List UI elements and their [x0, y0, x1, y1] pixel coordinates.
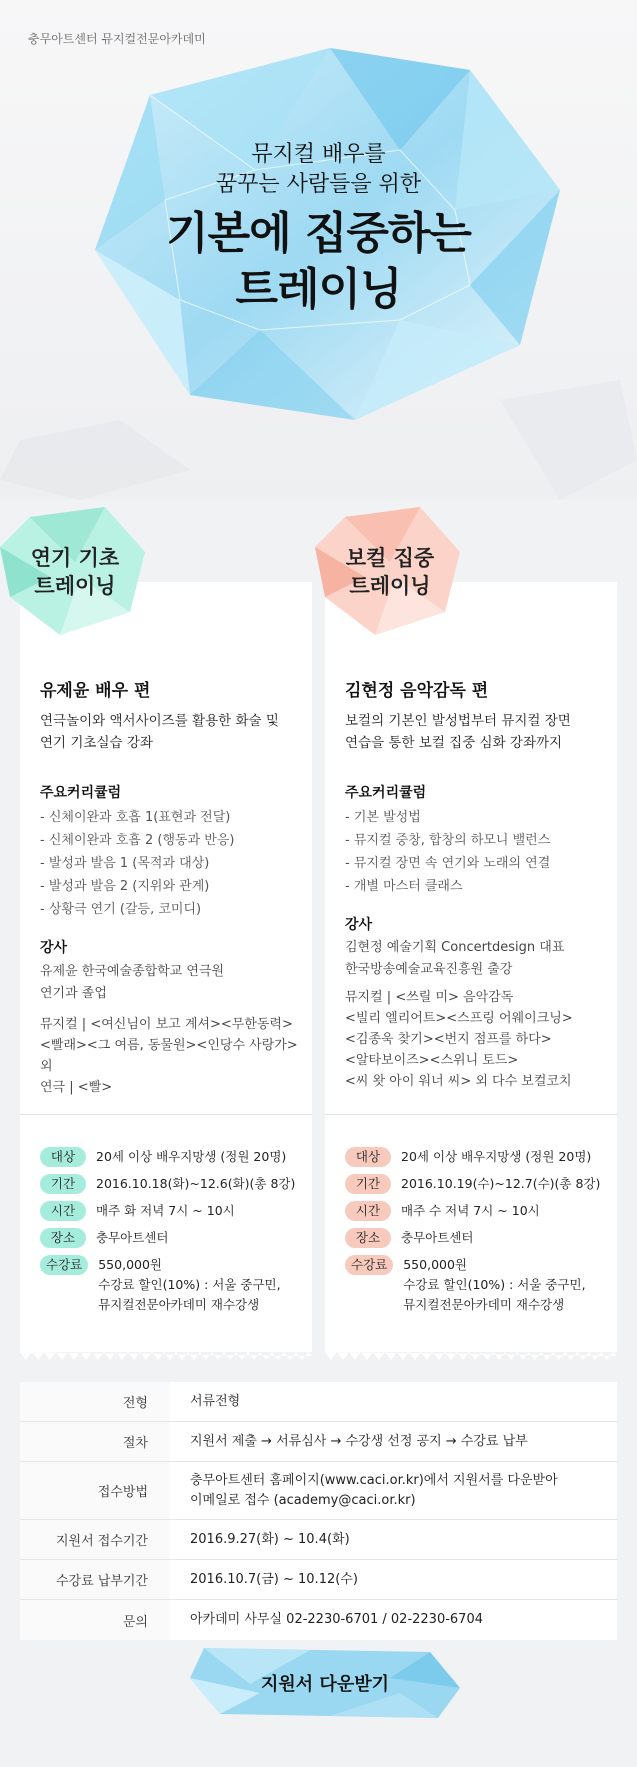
info-value-line: 매주 화 저녁 7시 ~ 10시 — [96, 1203, 235, 1218]
table-row — [20, 1600, 617, 1640]
info-value-line: 2016.10.18(화)~12.6(화)(총 8강) — [96, 1176, 296, 1191]
info-row-place — [40, 1228, 302, 1248]
row-label: 문의 — [20, 1600, 170, 1640]
badge-title — [0, 544, 150, 600]
curriculum-item: - 발성과 발음 2 (지위와 관계) — [40, 879, 210, 894]
hero-subtitle-line-1: 뮤지컬 배우를 — [251, 142, 386, 167]
value-line: 지원서 제출 → 서류심사 → 수강생 선정 공지 → 수강료 납부 — [190, 1433, 528, 1449]
info-value-line: 20세 이상 배우지망생 (정원 20명) — [96, 1149, 287, 1164]
course-card-vocal — [325, 546, 617, 1352]
row-value — [170, 1422, 617, 1461]
table-row — [20, 1520, 617, 1560]
hero-headline — [0, 140, 637, 318]
info-value-line: 2016.10.19(수)~12.7(수)(총 8강) — [401, 1176, 601, 1191]
target-value — [96, 1147, 286, 1167]
ticket-edge — [325, 1352, 617, 1360]
table-row — [20, 1382, 617, 1422]
curriculum-item: - 상황극 연기 (갈등, 코미디) — [40, 902, 202, 917]
row-label: 전형 — [20, 1382, 170, 1421]
info-value-line: 뮤지컬전문아카데미 재수강생 — [98, 1297, 260, 1312]
hero-title-line-2: 트레이닝 — [235, 264, 402, 315]
place-tag: 장소 — [345, 1228, 391, 1248]
organization-name: 충무아트센터 뮤지컬전문아카데미 — [28, 32, 206, 46]
desc-line: 연습을 통한 보컬 집중 심화 강좌까지 — [345, 735, 563, 751]
curriculum-item: - 뮤지컬 장면 속 연기와 노래의 연결 — [345, 856, 551, 871]
value-line: 2016.9.27(화) ~ 10.4(화) — [190, 1531, 350, 1547]
course-description — [40, 710, 300, 754]
download-button-label: 지원서 다운받기 — [261, 1674, 389, 1695]
curriculum-list — [345, 806, 550, 898]
info-value-line: 수강료 할인(10%) : 서울 중구민, — [98, 1277, 281, 1292]
bio-line: 김현정 예술기획 Concertdesign 대표 — [345, 940, 565, 955]
badge-line-1: 보컬 집중 — [345, 546, 435, 570]
target-tag: 대상 — [345, 1147, 391, 1167]
value-line: 충무아트센터 홈페이지(www.caci.or.kr)에서 지원서를 다운받아 — [190, 1472, 558, 1488]
works-line: 뮤지컬 | <여신님이 보고 계셔><무한동력> — [40, 1017, 293, 1032]
divider — [325, 1114, 617, 1115]
info-value-line: 550,000원 — [98, 1257, 163, 1272]
desc-line: 보컬의 기본인 발성법부터 뮤지컬 장면 — [345, 713, 571, 729]
course-info-list — [345, 1147, 607, 1322]
fee-value — [403, 1255, 585, 1315]
works-line: <빌리 엘리어트><스프링 어웨이크닝> — [345, 1011, 573, 1026]
value-line: 서류전형 — [190, 1393, 241, 1409]
instructor-title: 강사 — [345, 917, 373, 933]
target-value — [401, 1147, 591, 1167]
info-row-fee — [345, 1255, 607, 1315]
works-line: <알타보이즈><스위니 토드> — [345, 1053, 519, 1068]
curriculum-item: - 뮤지컬 중창, 합창의 하모니 밸런스 — [345, 833, 551, 848]
info-value-line: 충무아트센터 — [96, 1230, 169, 1245]
badge-line-2: 트레이닝 — [34, 574, 116, 598]
instructor-heading: 김현정 음악감독 편 — [345, 681, 489, 701]
row-label: 수강료 납부기간 — [20, 1560, 170, 1599]
ticket-edge — [20, 1352, 312, 1360]
course-description — [345, 710, 605, 754]
bio-line: 한국방송예술교육진흥원 출강 — [345, 962, 513, 977]
instructor-bio — [40, 961, 302, 1005]
period-tag: 기간 — [40, 1174, 86, 1194]
hero-title-line-1: 기본에 집중하는 — [166, 208, 471, 259]
instructor-works — [345, 987, 607, 1092]
row-value — [170, 1462, 617, 1519]
fee-tag: 수강료 — [345, 1255, 393, 1275]
row-value — [170, 1520, 617, 1559]
divider — [20, 1114, 312, 1115]
info-value-line: 충무아트센터 — [401, 1230, 474, 1245]
application-info-table — [20, 1382, 617, 1640]
curriculum-list — [40, 806, 234, 921]
fee-value — [98, 1255, 280, 1315]
place-value — [96, 1228, 168, 1248]
time-value — [96, 1201, 235, 1221]
row-label: 지원서 접수기간 — [20, 1520, 170, 1559]
value-line: 아카데미 사무실 02-2230-6701 / 02-2230-6704 — [190, 1612, 483, 1627]
info-value-line: 20세 이상 배우지망생 (정원 20명) — [401, 1149, 592, 1164]
table-row — [20, 1422, 617, 1462]
hero-banner — [0, 0, 637, 500]
target-tag: 대상 — [40, 1147, 86, 1167]
info-row-period — [345, 1174, 607, 1194]
place-value — [401, 1228, 473, 1248]
curriculum-item: - 신체이완과 호흡 1(표현과 전달) — [40, 810, 231, 825]
place-tag: 장소 — [40, 1228, 86, 1248]
row-value — [170, 1600, 617, 1640]
row-label: 절차 — [20, 1422, 170, 1461]
curriculum-item: - 기본 발성법 — [345, 810, 421, 825]
instructor-bio — [345, 937, 607, 981]
instructor-works — [40, 1014, 302, 1098]
curriculum-item: - 개별 마스터 클래스 — [345, 879, 463, 894]
instructor-heading: 유제윤 배우 편 — [40, 681, 151, 701]
time-tag: 시간 — [345, 1201, 391, 1221]
course-card-acting — [20, 546, 312, 1352]
info-row-fee — [40, 1255, 302, 1315]
bio-line: 연기과 졸업 — [40, 986, 107, 1001]
badge-line-2: 트레이닝 — [349, 574, 431, 598]
download-application-button[interactable] — [190, 1648, 460, 1718]
curriculum-item: - 신체이완과 호흡 2 (행동과 반응) — [40, 833, 235, 848]
course-info-list — [40, 1147, 302, 1322]
table-row — [20, 1560, 617, 1600]
row-value — [170, 1382, 617, 1421]
value-line: 이메일로 접수 (academy@caci.or.kr) — [190, 1492, 416, 1508]
info-row-target — [40, 1147, 302, 1167]
row-value — [170, 1560, 617, 1599]
period-value — [96, 1174, 295, 1194]
info-row-place — [345, 1228, 607, 1248]
info-value-line: 수강료 할인(10%) : 서울 중구민, — [403, 1277, 586, 1292]
curriculum-title: 주요커리큘럼 — [345, 785, 427, 801]
badge-title — [315, 544, 465, 600]
instructor-title: 강사 — [40, 940, 68, 956]
info-row-period — [40, 1174, 302, 1194]
works-line: 뮤지컬 | <쓰릴 미> 음악감독 — [345, 990, 514, 1005]
time-value — [401, 1201, 540, 1221]
curriculum-item: - 발성과 발음 1 (목적과 대상) — [40, 856, 210, 871]
works-line: <씨 왓 아이 워너 씨> 외 다수 보컬코치 — [345, 1074, 572, 1089]
bio-line: 유제윤 한국예술종합학교 연극원 — [40, 964, 225, 979]
works-line: 연극 | <빨> — [40, 1080, 113, 1095]
desc-line: 연극놀이와 액서사이즈를 활용한 화술 및 — [40, 713, 279, 729]
works-line: <빨래><그 여름, 동물원><인당수 사랑가> 외 — [40, 1038, 298, 1074]
curriculum-title: 주요커리큘럼 — [40, 785, 122, 801]
info-row-time — [40, 1201, 302, 1221]
desc-line: 연기 기초실습 강좌 — [40, 735, 153, 751]
fee-tag: 수강료 — [40, 1255, 88, 1275]
table-row — [20, 1462, 617, 1520]
row-label: 접수방법 — [20, 1462, 170, 1519]
period-value — [401, 1174, 600, 1194]
info-row-target — [345, 1147, 607, 1167]
info-value-line: 550,000원 — [403, 1257, 468, 1272]
info-row-time — [345, 1201, 607, 1221]
period-tag: 기간 — [345, 1174, 391, 1194]
badge-line-1: 연기 기초 — [30, 546, 120, 570]
works-line: <김종욱 찾기><번지 점프를 하다> — [345, 1032, 552, 1047]
hero-subtitle-line-2: 꿈꾸는 사람들을 위한 — [215, 172, 422, 197]
time-tag: 시간 — [40, 1201, 86, 1221]
info-value-line: 매주 수 저녁 7시 ~ 10시 — [401, 1203, 540, 1218]
info-value-line: 뮤지컬전문아카데미 재수강생 — [403, 1297, 565, 1312]
value-line: 2016.10.7(금) ~ 10.12(수) — [190, 1571, 358, 1587]
